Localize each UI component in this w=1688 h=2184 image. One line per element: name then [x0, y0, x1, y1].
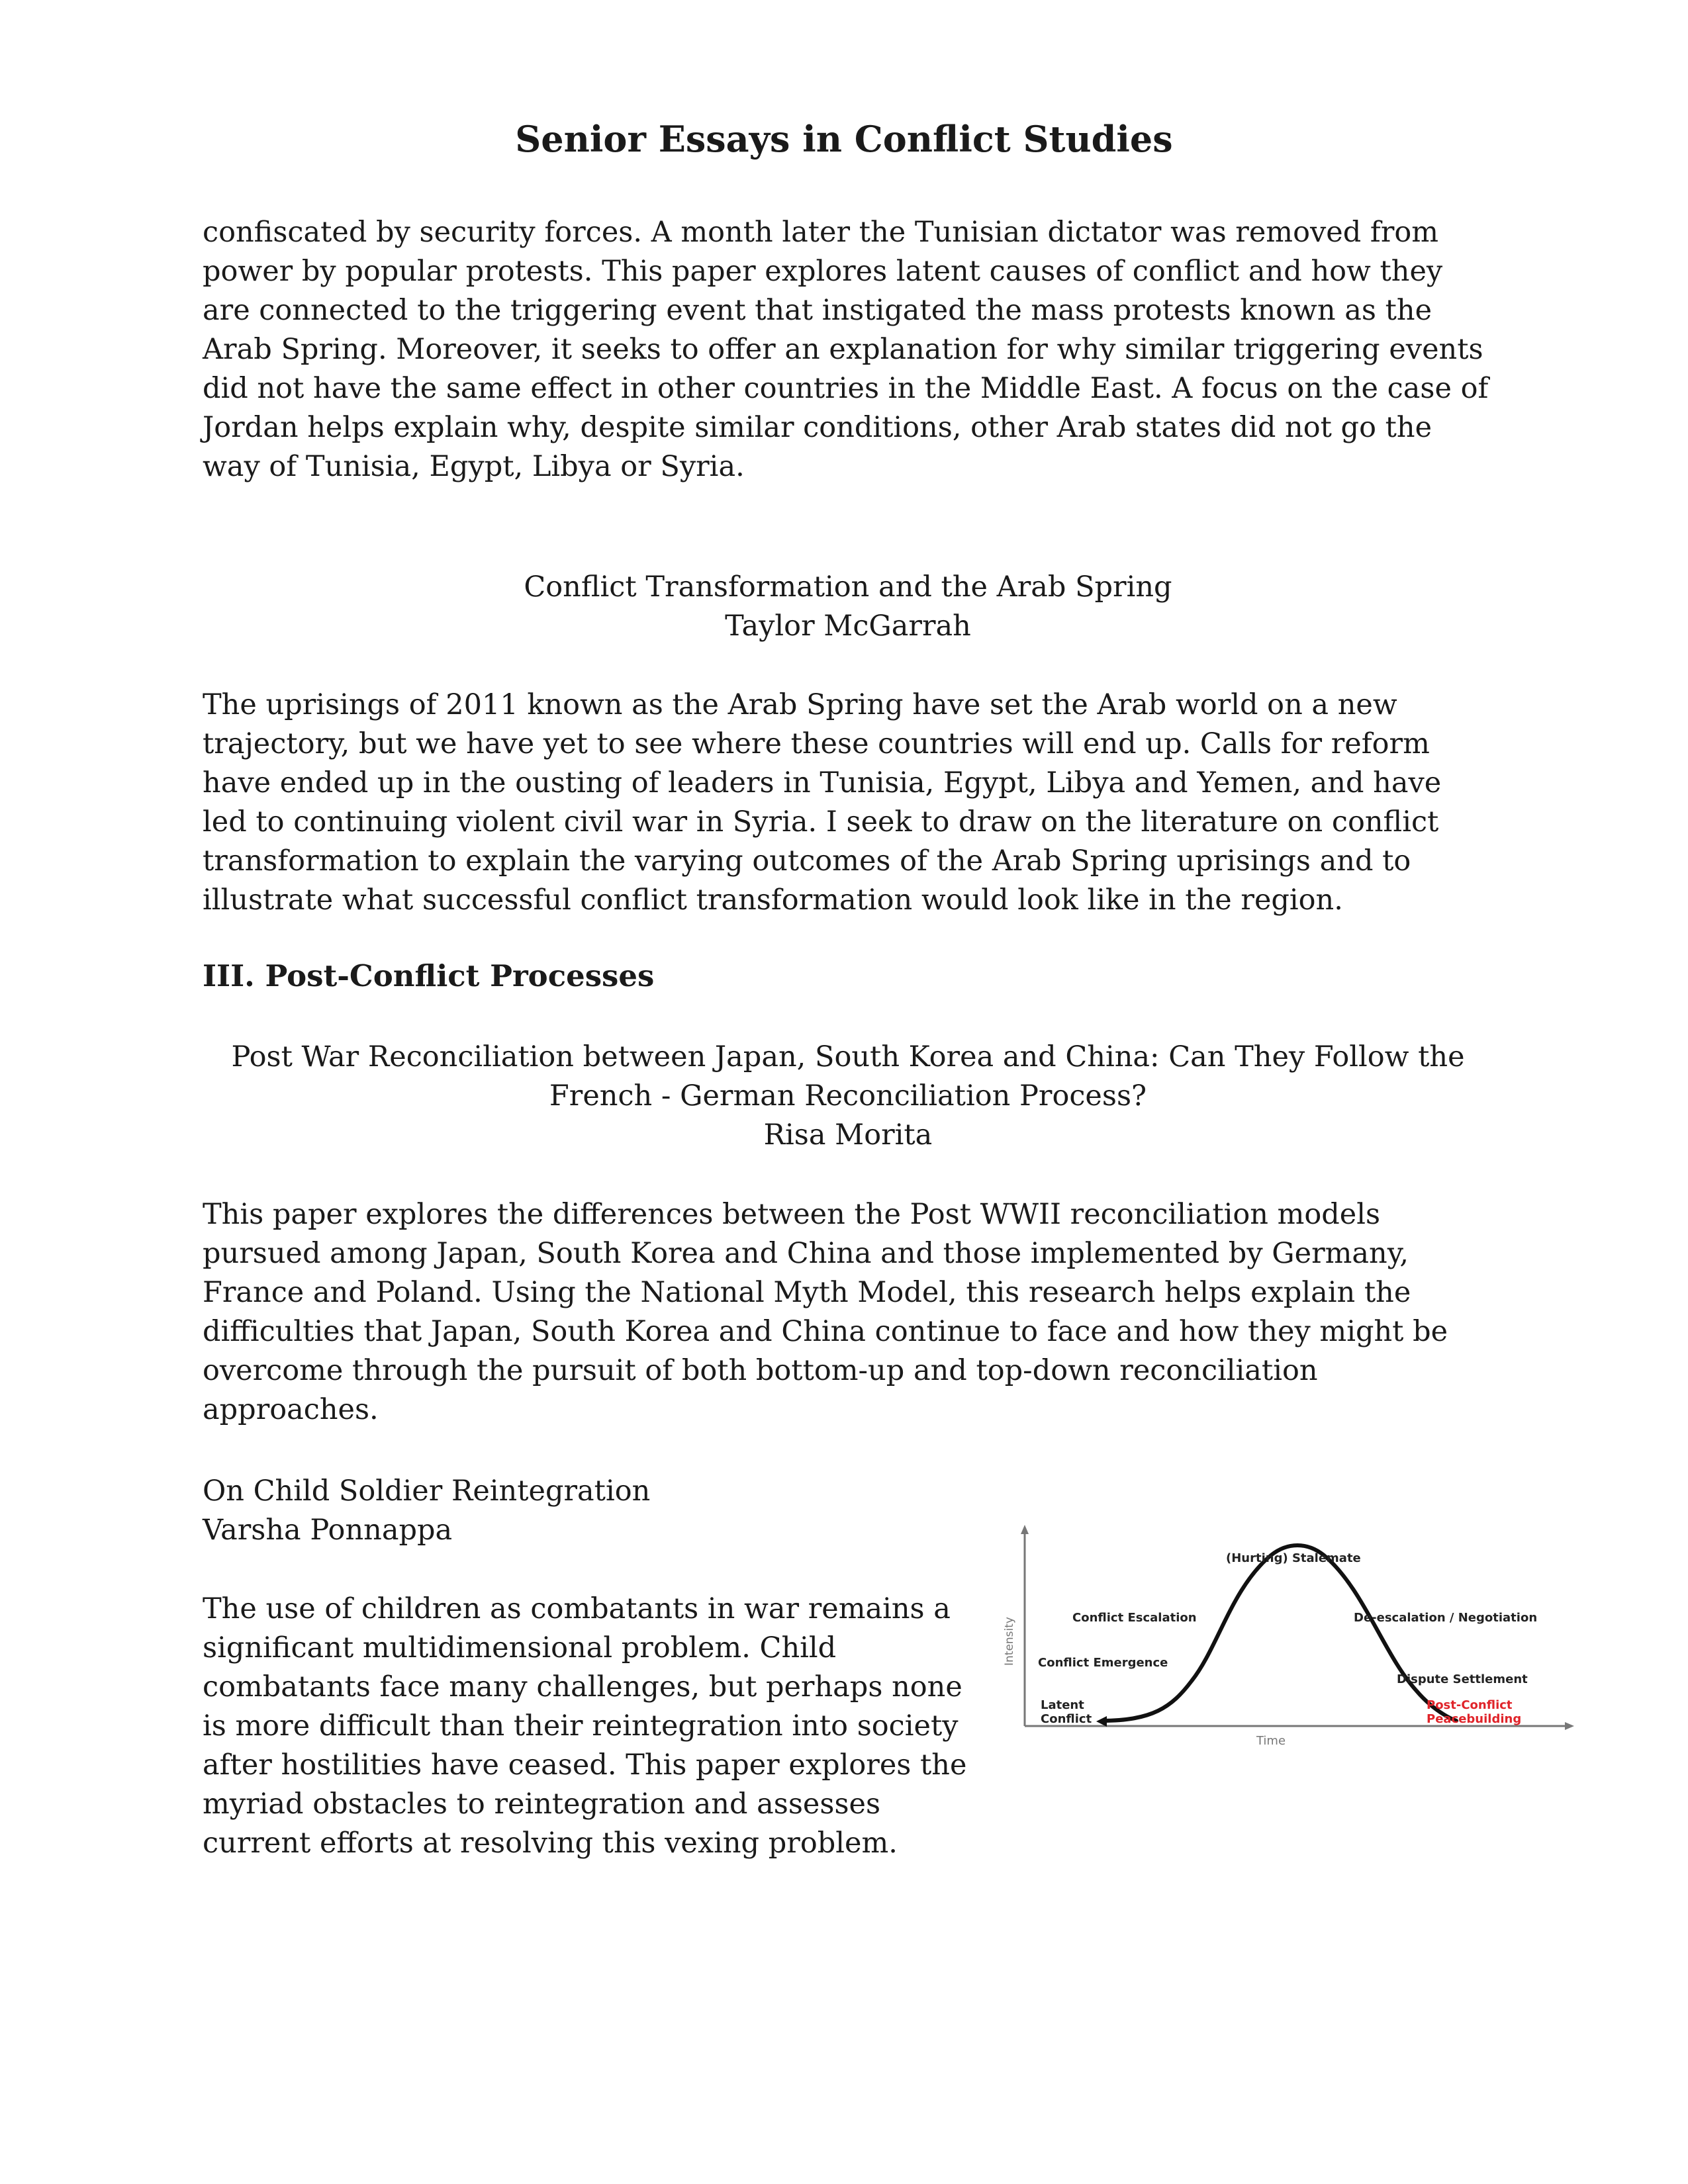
y-axis-label: Intensity: [1003, 1617, 1016, 1666]
stage-deescalation: De-escalation / Negotiation: [1354, 1611, 1538, 1625]
essay1-title: Conflict Transformation and the Arab Spring: [524, 570, 1172, 604]
conflict-curve: [1102, 1545, 1456, 1721]
stage-latent-line2: Conflict: [1041, 1712, 1092, 1726]
essay2-title-line1: Post War Reconciliation between Japan, South Korea and China: Can They Follow the: [231, 1040, 1465, 1073]
stage-post-line2: Peacebuilding: [1427, 1712, 1522, 1726]
stage-settlement: Dispute Settlement: [1397, 1672, 1528, 1686]
stage-escalation: Conflict Escalation: [1072, 1611, 1197, 1625]
essay2-abstract: This paper explores the differences between the Post WWII reconciliation models pursued among Japan, South Korea and China and those implemented by Germany, France and Poland. Using the National Myth Model, this research helps explain the difficulties that Japan, South Korea and China continue to face and how they might be overcome through the pursuit of both bottom-up and top-down reconciliation approaches.: [203, 1198, 1448, 1426]
x-axis-arrow: [1565, 1722, 1574, 1730]
stage-emergence: Conflict Emergence: [1038, 1656, 1168, 1670]
stage-latent-line1: Latent: [1041, 1698, 1084, 1712]
essay1-heading: [203, 568, 1493, 646]
essay3-heading: [203, 1472, 997, 1550]
essay1-abstract: The uprisings of 2011 known as the Arab Spring have set the Arab world on a new trajectory, but we have yet to see where these countries will end up. Calls for reform have ended up in the ousting of leaders in Tunisia, Egypt, Libya and Yemen, and have led to continuing violent civil war in Syria. I seek to draw on the literature on conflict transformation to explain the varying outcomes of the Arab Spring uprisings and to illustrate what successful conflict transformation would look like in the region.: [203, 688, 1442, 917]
conflict-curve-diagram: [993, 1522, 1589, 1760]
essay2-heading: [203, 1038, 1493, 1155]
essay1-author: Taylor McGarrah: [725, 610, 971, 643]
essay3-author: Varsha Ponnappa: [203, 1514, 453, 1547]
stage-post-line1: Post-Conflict: [1427, 1698, 1513, 1712]
essay2-author: Risa Morita: [763, 1118, 933, 1152]
y-axis-arrow: [1021, 1525, 1029, 1534]
essay3-title: On Child Soldier Reintegration: [203, 1475, 651, 1508]
page-title: Senior Essays in Conflict Studies: [515, 118, 1173, 160]
essay2-title-line2: French - German Reconciliation Process?: [549, 1079, 1147, 1113]
essay3-abstract: The use of children as combatants in war remains a significant multidimensional problem. Child combatants face many challenges, but perhaps none is more difficult than their reintegration into society after hostilities have ceased. This paper explores the myriad obstacles to reintegration and assesses current efforts at resolving this vexing problem.: [203, 1592, 967, 1860]
x-axis-label: Time: [1256, 1734, 1286, 1748]
intro-paragraph: confiscated by security forces. A month later the Tunisian dictator was removed from power by popular protests. This paper explores latent causes of conflict and how they are connected to the triggering event that instigated the mass protests known as the Arab Spring. Moreover, it seeks to offer an explanation for why similar triggering events did not have the same effect in other countries in the Middle East. A focus on the case of Jordan helps explain why, despite similar conditions, other Arab states did not go the way of Tunisia, Egypt, Libya or Syria.: [203, 216, 1489, 483]
section-heading: III. Post-Conflict Processes: [203, 958, 655, 993]
stage-stalemate: (Hurting) Stalemate: [1226, 1551, 1361, 1565]
